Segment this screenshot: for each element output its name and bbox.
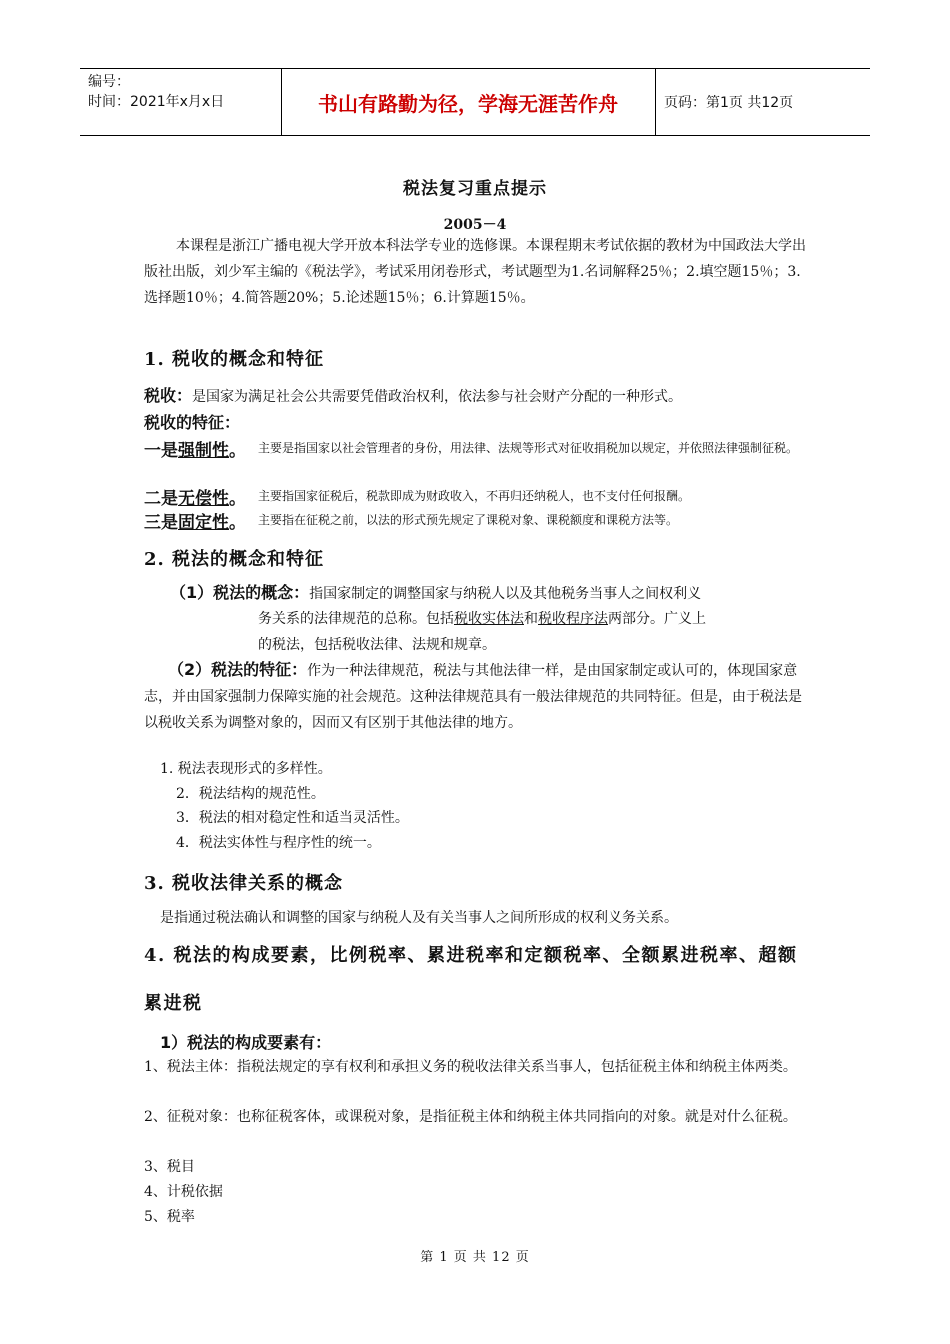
concept-line-1 bbox=[170, 581, 701, 606]
list-item: 3．税法的相对稳定性和适当灵活性。 bbox=[176, 810, 409, 826]
intro-paragraph bbox=[144, 233, 808, 311]
feature-2-suffix: 。 bbox=[229, 489, 246, 509]
number-label: 编号： bbox=[88, 74, 130, 90]
concept-and: 和 bbox=[524, 611, 538, 627]
feature-2-term: 无偿性 bbox=[178, 489, 229, 509]
concept-label: （1）税法的概念： bbox=[170, 583, 310, 602]
concept-text-3: 的税法，包括税收法律、法规和规章。 bbox=[258, 637, 496, 653]
header-divider-left bbox=[281, 68, 282, 136]
header-divider-right bbox=[655, 68, 656, 136]
tax-definition bbox=[144, 383, 808, 410]
feature-3-label bbox=[144, 508, 246, 533]
doc-date: 2005－4 bbox=[443, 217, 507, 233]
feature-1-label bbox=[144, 436, 246, 461]
section-1-heading: 1. 税收的概念和特征 bbox=[144, 349, 325, 370]
features-text: 作为一种法律规范，税法与其他法律一样，是由国家制定或认可的，体现国家意志，并由国家强制力保障实施的社会规范。这种法律规范具有一般法律规范的共同特征。但是，由于税法是以税收关系为调整对象的，因而又有区别于其他法律的地方。 bbox=[144, 663, 802, 731]
element-2: 2、征税对象：也称征税客体，或课税对象，是指征税主体和纳税主体共同指向的对象。就是对什么征税。 bbox=[144, 1109, 797, 1125]
tax-def-label: 税收： bbox=[144, 386, 193, 405]
section-3-text: 是指通过税法确认和调整的国家与纳税人及有关当事人之间所形成的权利义务关系。 bbox=[160, 910, 678, 926]
procedural-law-link[interactable]: 税收程序法 bbox=[538, 611, 608, 627]
substantive-law-link[interactable]: 税收实体法 bbox=[454, 611, 524, 627]
header-left-cell bbox=[88, 72, 224, 112]
time-label: 时间：2021年x月x日 bbox=[88, 94, 225, 110]
features-paragraph bbox=[144, 657, 808, 736]
section-2-heading: 2. 税法的概念和特征 bbox=[144, 549, 325, 570]
section-4-heading: 4. 税法的构成要素，比例税率、累进税率和定额税率、全额累进税率、超额累进税 bbox=[144, 945, 798, 1014]
element-1: 1、税法主体：指税法规定的享有权利和承担义务的税收法律关系当事人，包括征税主体和纳税主体两类。 bbox=[144, 1059, 797, 1075]
header-motto: 书山有路勤为径，学海无涯苦作舟 bbox=[318, 92, 618, 116]
intro-text: 本课程是浙江广播电视大学开放本科法学专业的选修课。本课程期末考试依据的教材为中国政法大学出版社出版，刘少军主编的《税法学》，考试采用闭卷形式，考试题型为1.名词解释25％；2.填空题15％；3.选择题10％；4.简答题20%；5.论述题15％；6.计算题15％。 bbox=[144, 238, 806, 306]
header-top-border bbox=[80, 68, 870, 69]
concept-text-1: 指国家制定的调整国家与纳税人以及其他税务当事人之间权利义 bbox=[309, 586, 702, 602]
page-footer: 第 1 页 共 12 页 bbox=[420, 1250, 530, 1265]
concept-text-2b: 两部分。广义上 bbox=[608, 611, 706, 627]
tax-features-title: 税收的特征： bbox=[144, 413, 241, 432]
concept-line-2 bbox=[258, 607, 706, 631]
section-3-heading: 3. 税收法律关系的概念 bbox=[144, 873, 344, 894]
list-item: 2．税法结构的规范性。 bbox=[176, 786, 325, 802]
feature-2-prefix: 二是 bbox=[144, 489, 178, 509]
doc-title: 税法复习重点提示 bbox=[403, 179, 547, 199]
feature-3-term: 固定性 bbox=[178, 513, 229, 533]
element-5: 5、税率 bbox=[144, 1209, 195, 1225]
feature-3-prefix: 三是 bbox=[144, 513, 178, 533]
feature-1-suffix: 。 bbox=[229, 441, 246, 461]
tax-def-text: 是国家为满足社会公共需要凭借政治权利，依法参与社会财产分配的一种形式。 bbox=[192, 389, 683, 405]
feature-2-text: 主要指国家征税后，税款即成为财政收入，不再归还纳税人，也不支付任何报酬。 bbox=[258, 489, 691, 503]
header-page-info: 页码：第1页 共12页 bbox=[664, 95, 794, 111]
elements-subheading: 1）税法的构成要素有： bbox=[160, 1033, 332, 1052]
element-3: 3、税目 bbox=[144, 1159, 195, 1175]
concept-line-3 bbox=[258, 633, 496, 657]
element-4: 4、计税依据 bbox=[144, 1184, 223, 1200]
feature-1-term: 强制性 bbox=[178, 441, 229, 461]
feature-2-label bbox=[144, 484, 246, 509]
list-item: 4．税法实体性与程序性的统一。 bbox=[176, 835, 381, 851]
feature-3-suffix: 。 bbox=[229, 513, 246, 533]
list-item: 1. 税法表现形式的多样性。 bbox=[160, 761, 332, 777]
concept-text-2a: 务关系的法律规范的总称。包括 bbox=[258, 611, 454, 627]
feature-3-text: 主要指在征税之前，以法的形式预先规定了课税对象、课税额度和课税方法等。 bbox=[258, 513, 679, 527]
features-label: （2）税法的特征： bbox=[168, 660, 308, 679]
header-bottom-border bbox=[80, 135, 870, 136]
feature-1-prefix: 一是 bbox=[144, 441, 178, 461]
feature-1-text: 主要是指国家以社会管理者的身份，用法律、法规等形式对征收捐税加以规定，并依照法律强制征税。 bbox=[258, 441, 799, 455]
